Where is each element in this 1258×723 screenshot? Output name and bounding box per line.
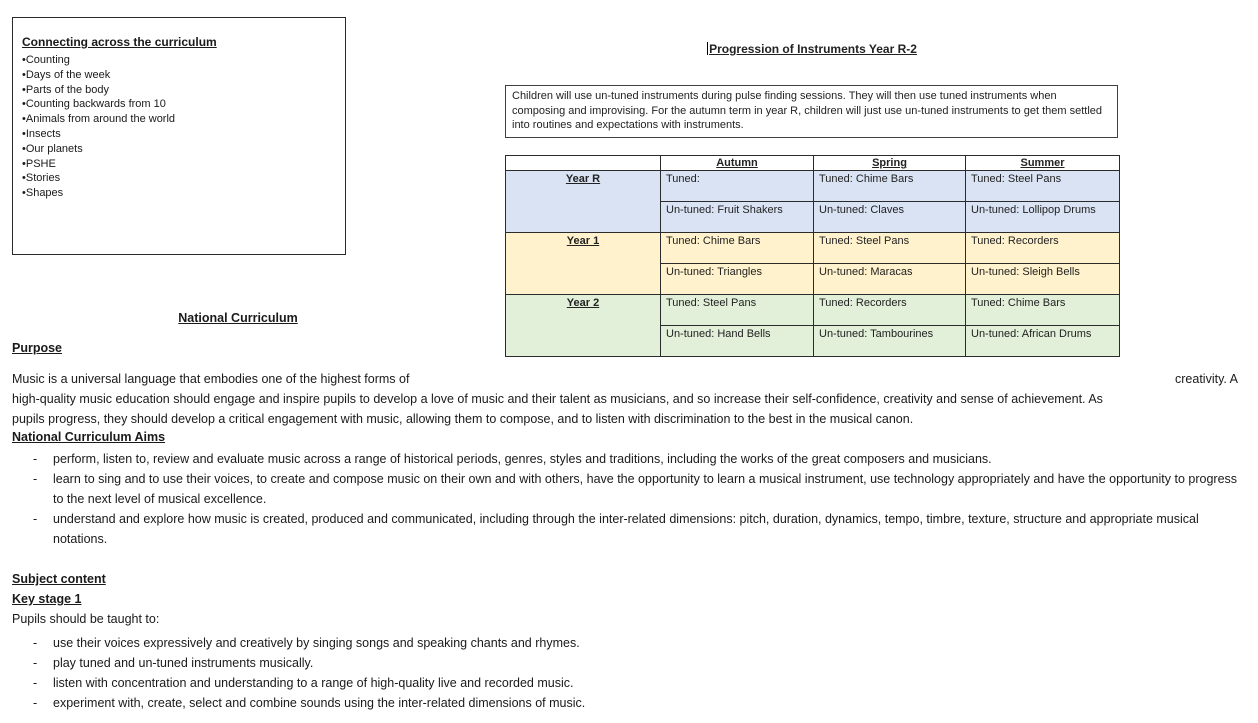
table-cell: Un-tuned: Maracas (814, 264, 966, 295)
list-item: • PSHE (22, 157, 335, 172)
year-2-tuned-row (506, 295, 1120, 326)
table-cell: Un-tuned: Sleigh Bells (966, 264, 1120, 295)
list-item: • Stories (22, 171, 335, 186)
purpose-line-3: pupils progress, they should develop a critical engagement with music, allowing them to compose, and to listen with discrimination to the best in the musical canon. (12, 412, 914, 426)
list-item: • Parts of the body (22, 83, 335, 98)
table-cell: Un-tuned: Triangles (661, 264, 814, 295)
taught-intro-text: Pupils should be taught to: (12, 612, 160, 626)
list-item: • Days of the week (22, 68, 335, 83)
text-cursor (707, 42, 708, 55)
aims-heading: National Curriculum Aims (12, 430, 166, 444)
purpose-line-1-left: Music is a universal language that embodies one of the highest forms of (12, 372, 410, 386)
table-cell: Un-tuned: Fruit Shakers (661, 202, 814, 233)
table-header-row (506, 156, 1120, 171)
table-cell: Tuned: Chime Bars (966, 295, 1120, 326)
table-cell: Un-tuned: Tambourines (814, 326, 966, 357)
list-item: - learn to sing and to use their voices, to create and compose music on their own and with others, have the opportunity to learn a musical instrument, use technology appropriately and have the opportunity to progress to the next level of musical excellence. (12, 469, 1238, 509)
instruments-intro-box: Children will use un-tuned instruments during pulse finding sessions. They will then use tuned instruments when composing and improvising. For the autumn term in year R, children will just use un-tuned instruments to get them settled into routines and expectations with instruments. (505, 85, 1118, 138)
table-cell: Tuned: Steel Pans (814, 233, 966, 264)
connecting-box-list (22, 53, 335, 201)
progression-title: Progression of Instruments Year R-2 (709, 42, 917, 56)
table-cell: Tuned: Steel Pans (966, 171, 1120, 202)
year-r-tuned-row (506, 171, 1120, 202)
table-header-autumn: Autumn (661, 156, 814, 171)
table-header-summer: Summer (966, 156, 1120, 171)
table-header-blank (506, 156, 661, 171)
list-item: - understand and explore how music is created, produced and communicated, including through the inter-related dimensions: pitch, duration, dynamics, tempo, timbre, texture, structure and appropriate musical notations. (12, 509, 1238, 549)
purpose-line-2: high-quality music education should engage and inspire pupils to develop a love of music and their talent as musicians, and so increase their self-confidence, creativity and sense of achievement. As (12, 392, 1103, 406)
connecting-box-title: Connecting across the curriculum (22, 35, 217, 49)
year-1-label-cell: Year 1 (506, 233, 661, 295)
aims-list (12, 449, 1238, 549)
list-item: - play tuned and un-tuned instruments musically. (12, 653, 1238, 673)
table-cell: Un-tuned: Claves (814, 202, 966, 233)
list-item: • Counting (22, 53, 335, 68)
key-stage-list (12, 633, 1238, 713)
purpose-line-1-right: creativity. A (1175, 372, 1238, 386)
national-curriculum-heading: National Curriculum (178, 311, 298, 325)
list-item: • Insects (22, 127, 335, 142)
table-cell: Tuned: Chime Bars (661, 233, 814, 264)
list-item: - listen with concentration and understanding to a range of high-quality live and recorded music. (12, 673, 1238, 693)
table-header-spring: Spring (814, 156, 966, 171)
table-cell: Un-tuned: African Drums (966, 326, 1120, 357)
list-item: • Counting backwards from 10 (22, 97, 335, 112)
progression-title-row (505, 42, 1119, 56)
list-item: • Our planets (22, 142, 335, 157)
purpose-heading: Purpose (12, 341, 63, 355)
purpose-paragraph (12, 369, 1238, 429)
list-item: - perform, listen to, review and evaluate music across a range of historical periods, genres, styles and traditions, including the works of the great composers and musicians. (12, 449, 1238, 469)
list-item: - experiment with, create, select and combine sounds using the inter-related dimensions of music. (12, 693, 1238, 713)
table-cell: Tuned: Steel Pans (661, 295, 814, 326)
key-stage-1-heading: Key stage 1 (12, 592, 82, 606)
year-1-tuned-row (506, 233, 1120, 264)
table-cell: Tuned: (661, 171, 814, 202)
table-cell: Un-tuned: Hand Bells (661, 326, 814, 357)
subject-content-heading: Subject content (12, 572, 106, 586)
table-cell: Tuned: Chime Bars (814, 171, 966, 202)
connecting-curriculum-box (12, 17, 346, 255)
list-item: - use their voices expressively and creatively by singing songs and speaking chants and rhymes. (12, 633, 1238, 653)
list-item: • Animals from around the world (22, 112, 335, 127)
purpose-line-1 (12, 369, 1238, 389)
table-cell: Tuned: Recorders (966, 233, 1120, 264)
table-cell: Tuned: Recorders (814, 295, 966, 326)
instruments-progression-table (505, 155, 1120, 357)
list-item: • Shapes (22, 186, 335, 201)
table-cell: Un-tuned: Lollipop Drums (966, 202, 1120, 233)
year-2-label-cell: Year 2 (506, 295, 661, 357)
year-r-label-cell: Year R (506, 171, 661, 233)
